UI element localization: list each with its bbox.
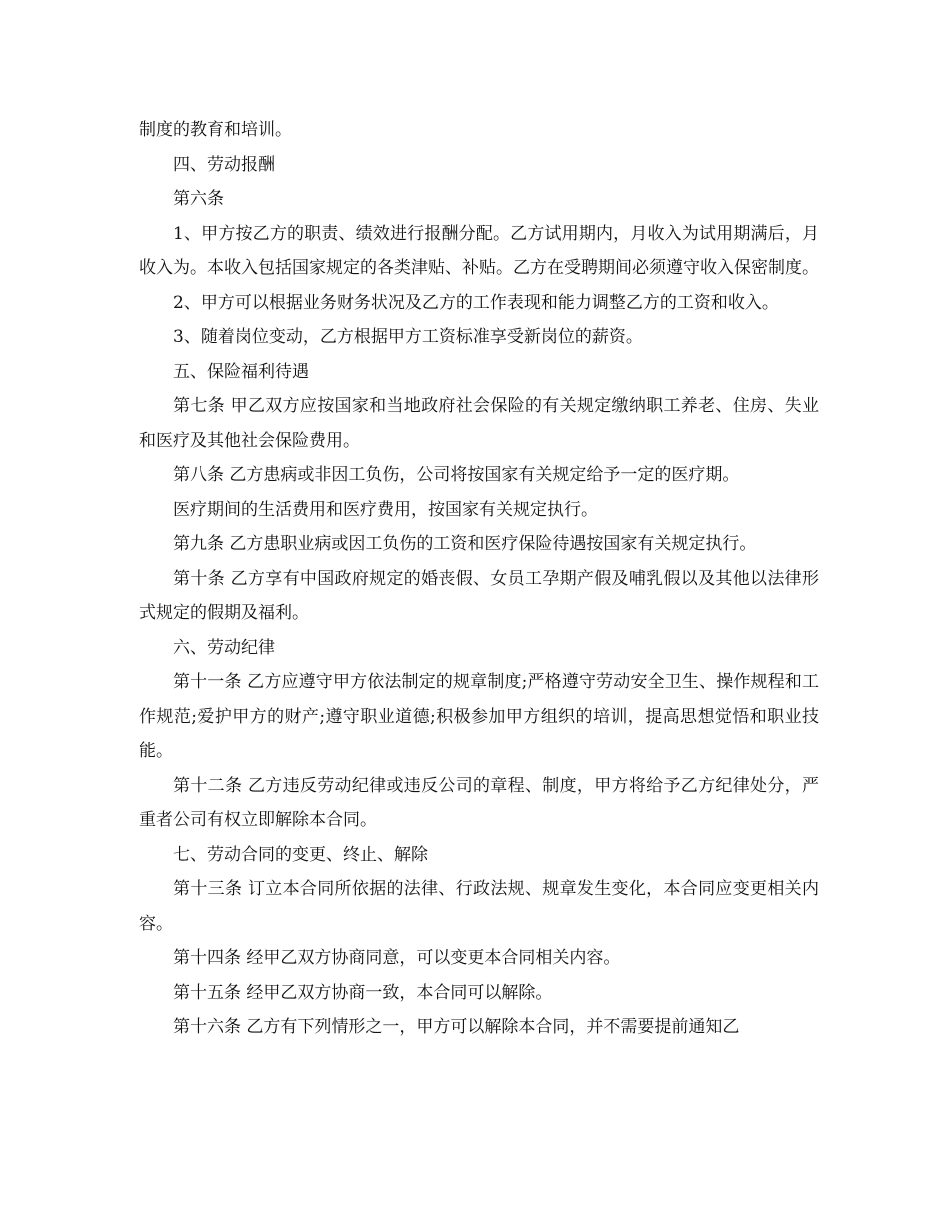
section-heading-contract-changes: 七、劳动合同的变更、终止、解除 bbox=[173, 844, 428, 865]
paragraph-5: 2、甲方可以根据业务财务状况及乙方的工作表现和能力调整乙方的工资和收入。 bbox=[173, 292, 779, 313]
paragraph-10: 医疗期间的生活费用和医疗费用，按国家有关规定执行。 bbox=[173, 499, 598, 520]
article-10: 第十条 乙方享有中国政府规定的婚丧假、女员工孕期产假及哺乳假以及其他以法律形式规定的假期及福利。 bbox=[139, 568, 819, 623]
article-12: 第十二条 乙方违反劳动纪律或违反公司的章程、制度，甲方将给予乙方纪律处分，严重者公司有权立即解除本合同。 bbox=[139, 775, 819, 830]
article-16: 第十六条 乙方有下列情形之一，甲方可以解除本合同，并不需要提前通知乙 bbox=[173, 1017, 740, 1037]
section-heading-discipline: 六、劳动纪律 bbox=[173, 637, 275, 658]
document-body bbox=[139, 113, 819, 1045]
article-7: 第七条 甲乙双方应按国家和当地政府社会保险的有关规定缴纳职工养老、住房、失业和医疗及其他社会保险费用。 bbox=[139, 396, 819, 451]
section-heading-remuneration: 四、劳动报酬 bbox=[173, 154, 275, 175]
paragraph-4: 1、甲方按乙方的职责、绩效进行报酬分配。乙方试用期内，月收入为试用期满后，月收入为。本收入包括国家规定的各类津贴、补贴。乙方在受聘期间必须遵守收入保密制度。 bbox=[139, 223, 819, 278]
article-14: 第十四条 经甲乙双方协商同意，可以变更本合同相关内容。 bbox=[173, 948, 621, 968]
article-6-heading: 第六条 bbox=[173, 189, 224, 209]
article-13: 第十三条 订立本合同所依据的法律、行政法规、规章发生变化，本合同应变更相关内容。 bbox=[139, 879, 819, 934]
article-11: 第十一条 乙方应遵守甲方依法制定的规章制度;严格遵守劳动安全卫生、操作规程和工作规范;爱护甲方的财产;遵守职业道德;积极参加甲方组织的培训，提高思想觉悟和职业技能。 bbox=[139, 672, 819, 761]
paragraph-6: 3、随着岗位变动，乙方根据甲方工资标准享受新岗位的薪资。 bbox=[173, 327, 643, 347]
article-15: 第十五条 经甲乙双方协商一致，本合同可以解除。 bbox=[173, 982, 553, 1003]
section-heading-insurance: 五、保险福利待遇 bbox=[173, 361, 309, 382]
article-8: 第八条 乙方患病或非因工负伤，公司将按国家有关规定给予一定的医疗期。 bbox=[173, 465, 740, 485]
article-9: 第九条 乙方患职业病或因工负伤的工资和医疗保险待遇按国家有关规定执行。 bbox=[173, 534, 757, 554]
paragraph-1: 制度的教育和培训。 bbox=[139, 120, 292, 140]
